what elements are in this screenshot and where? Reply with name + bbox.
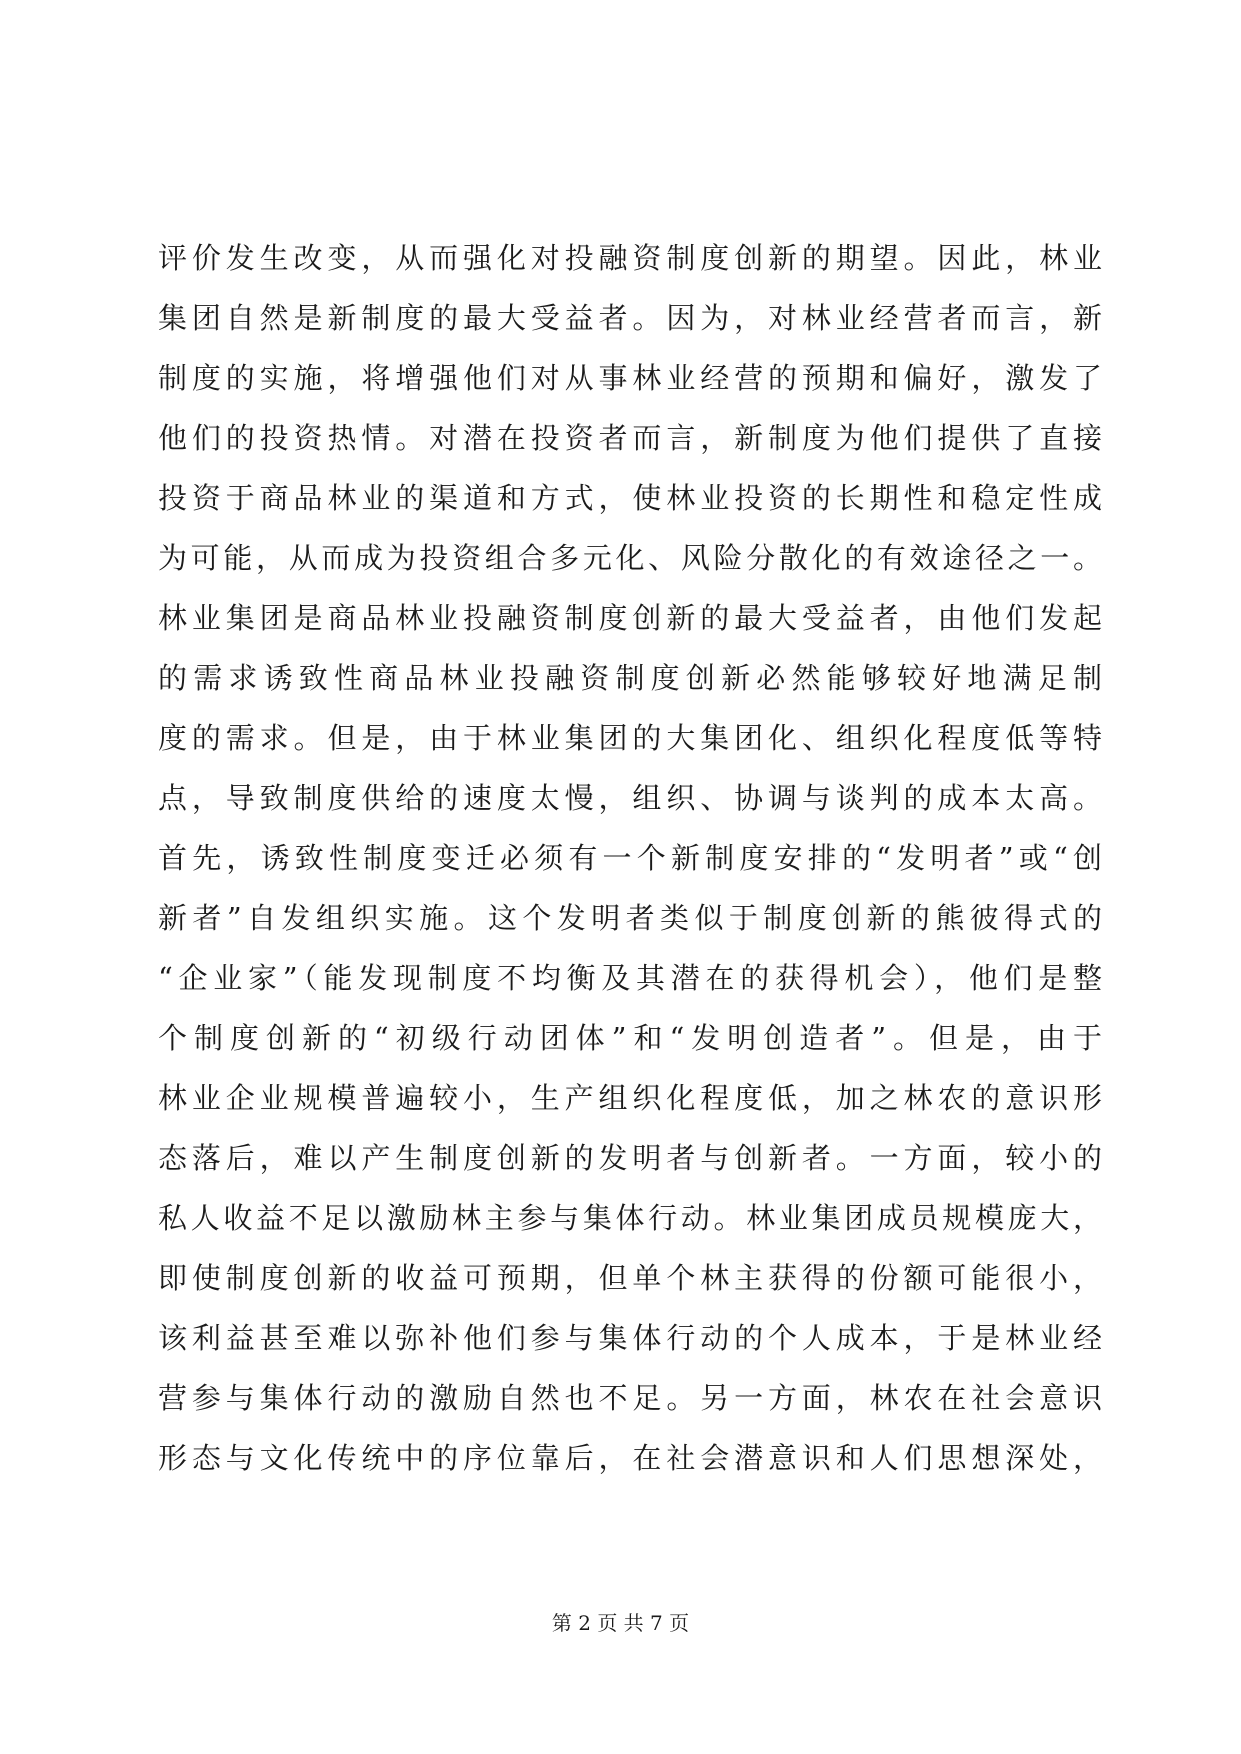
text-line: 即使制度创新的收益可预期，但单个林主获得的份额可能很小， <box>158 1261 1103 1295</box>
text-line: 个制度创新的“初级行动团体”和“发明创造者”。但是，由于 <box>158 1021 1103 1055</box>
text-line: 私人收益不足以激励林主参与集体行动。林业集团成员规模庞大， <box>158 1201 1103 1235</box>
body-text <box>158 228 1103 1488</box>
text-line: 该利益甚至难以弥补他们参与集体行动的个人成本，于是林业经 <box>158 1321 1103 1355</box>
text-line: 制度的实施，将增强他们对从事林业经营的预期和偏好，激发了 <box>158 361 1103 395</box>
text-line: 首先，诱致性制度变迁必须有一个新制度安排的“发明者”或“创 <box>158 841 1103 875</box>
text-line: 评价发生改变，从而强化对投融资制度创新的期望。因此，林业 <box>158 241 1103 275</box>
text-line: 营参与集体行动的激励自然也不足。另一方面，林农在社会意识 <box>158 1381 1103 1415</box>
text-line: 形态与文化传统中的序位靠后，在社会潜意识和人们思想深处， <box>158 1441 1103 1475</box>
text-line: 集团自然是新制度的最大受益者。因为，对林业经营者而言，新 <box>158 301 1103 335</box>
page-number-footer: 第 2 页 共 7 页 <box>551 1611 690 1635</box>
text-line: 林业集团是商品林业投融资制度创新的最大受益者，由他们发起 <box>158 601 1103 635</box>
text-line: 新者”自发组织实施。这个发明者类似于制度创新的熊彼得式的 <box>158 901 1103 935</box>
text-line: 点，导致制度供给的速度太慢，组织、协调与谈判的成本太高。 <box>158 781 1103 815</box>
text-line: 的需求诱致性商品林业投融资制度创新必然能够较好地满足制 <box>158 661 1103 695</box>
text-line: 度的需求。但是，由于林业集团的大集团化、组织化程度低等特 <box>158 721 1103 755</box>
text-line: 林业企业规模普遍较小，生产组织化程度低，加之林农的意识形 <box>158 1081 1103 1115</box>
text-line: 他们的投资热情。对潜在投资者而言，新制度为他们提供了直接 <box>158 421 1103 455</box>
text-line: 为可能，从而成为投资组合多元化、风险分散化的有效途径之一。 <box>158 541 1103 575</box>
text-line: 态落后，难以产生制度创新的发明者与创新者。一方面，较小的 <box>158 1141 1103 1175</box>
text-line: “企业家”（能发现制度不均衡及其潜在的获得机会），他们是整 <box>158 961 1103 995</box>
text-line: 投资于商品林业的渠道和方式，使林业投资的长期性和稳定性成 <box>158 481 1103 515</box>
